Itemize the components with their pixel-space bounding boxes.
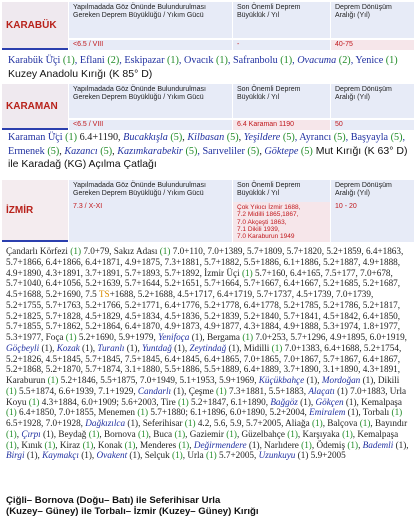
history-text: (1) [88,428,100,439]
history-text: Bağgöz [270,396,298,407]
history-text: , Konak [93,439,125,450]
history-text: (1) [159,246,171,256]
izmir-last-quakes [232,202,330,242]
location-text: (5) [298,145,313,157]
history-text: Göçbeyli [6,342,40,353]
fault-caption-line: (Kuzey– Güney) ile Torbalı– İzmir (Kuzey– Güney) Kırığı [6,505,259,517]
history-text: (1) [226,428,237,439]
karaman-last-quake: 6.4 Karaman 1190 [232,120,330,131]
history-text: (1) [241,267,253,278]
history-text: 5.2+1847, 6.1+1890, [188,396,271,407]
history-text: 5.7+160, 6.4+165, 7.5+177, 7.0+678, 5.7+1040, 6.4+1056, 5.2+1639, 5.7+1644, 5.2+1651, 5.7+1664, 5.7+1667, 6.4+1667, 5.2+1685, 5.2+1687, 4.5+1688, 5.2+1690, 7.5 [6,267,401,299]
header-last-quake: Son Önemli Deprem Büyüklük / Yıl [232,2,330,38]
history-text: (1) [347,439,359,450]
history-text: (1) [6,407,17,418]
location-text: (1) [280,55,293,66]
location-text: , [59,145,65,157]
location-text: (5) [390,132,403,143]
header-magnitude: Yapılmadada Göz Önünde Bulundurulması Gereken Deprem Büyüklüğü / Yıkım Gücü [68,2,232,38]
location-text: , Başyayla [345,132,391,143]
izmir-quake-line: 7.2 Midilli 1865,1867, [237,211,299,219]
history-text: Dağkızılca [85,418,126,428]
history-text: , Karşıyaka [297,428,343,439]
history-text: Çırpı [21,428,41,439]
history-text: , Ödemiş [311,439,348,450]
history-text: TS [98,289,110,299]
karabuk-table [2,2,414,50]
history-text: (1), [24,450,43,461]
history-text: Candarlı [137,385,172,396]
location-text: (5) [97,145,113,157]
history-text: (1) [6,439,17,450]
location-text: , Sarıveliler [197,145,248,157]
history-text: (1) [242,332,254,342]
location-text: , Safranbolu [227,55,281,66]
history-text: (1), [304,375,322,385]
history-text: (1), Torbalı [345,407,392,418]
history-text: (1) [65,332,77,342]
location-text: Kazancı [64,145,98,157]
izmir-fault-caption [6,496,412,517]
location-text: (1) [385,55,398,66]
location-text: (5) [247,145,260,157]
history-text: +1688, 5.2+1688, 4.5+1717, 6.4+1719, 5.7+1737, 4.5+1739, 7.0+1739, 5.2+1755, 5.7+1763, 5.2+1766, 5.2+1771, 6.4+1776, 5.2+1778, 6.4+1778, 5.2+1785, 5.2+1786, 5.2+1817, 5.2+1825, 5.7+1828, 4.5+1829, 4.5+1834, 4.5+1836, 5.2+1839, 5.2+1840, 5.7+1841, 4.5+1842, 6.4+1850, 5.7+1855, 5.7+1862, 5.2+1864, 6.4+1870, 4.9+1873, 4.9+1877, 4.3+1884, 4.9+1888, 5.3+1974, 1.8+1977, 5.3+1977, Foça [6,289,401,342]
history-text: , Gaziemir [185,428,227,439]
location-text: , Ermenek [8,132,406,157]
location-text: Bucakkışla [123,132,168,143]
history-text: , Balçova [322,418,360,428]
location-text: Karabük Ü̈çi [8,55,63,66]
location-text: (1) [215,55,228,66]
location-text: , Ovacık [178,55,216,66]
history-text: 5.7+1880; 6.1+1896, 6.0+1890, 5.2+2004, [148,407,310,418]
location-text: Göktepe [264,145,299,157]
history-text: (1) [82,439,94,450]
karabuk-last-quake: - [232,40,330,51]
location-text: (5) [47,145,60,157]
history-text: (1) 7.0+1883, Urla Koyu [6,385,407,407]
history-text: Uzunkuyu [258,450,296,461]
karabuk-magnitude: <6.5 / VIII [68,40,232,51]
izmir-earthquake-history [6,246,412,461]
history-text: (1) [174,428,186,439]
history-text: (1) [47,375,59,385]
history-text: (1) [342,428,353,439]
location-text: , Ayrancı [294,132,334,143]
history-text: Yenifoça [158,332,190,342]
history-text: , Urla [182,450,206,461]
history-text: (1) [137,428,149,439]
history-text: , [16,428,22,439]
history-text: (1) [184,418,196,428]
header-interval: Deprem Dönüşüm Aralığı (Yıl) [330,180,414,202]
history-text: (1), [171,342,190,353]
location-text: (5) [182,145,198,157]
history-text: (1) [287,428,298,439]
history-text: (1), [297,396,316,407]
history-text: , Buca [148,428,175,439]
location-text: , [259,145,265,157]
history-text: Bademli [362,439,394,450]
history-text: (1), Midilli [226,342,272,353]
header-interval: Deprem Dönüşüm Aralığı (Yıl) [330,84,414,118]
history-text: Gökçen [315,396,344,407]
location-text: Yeşildere [243,132,281,143]
history-text: Turanlı [97,342,125,353]
history-text: (1), [79,342,98,353]
history-text: , [358,439,363,450]
history-text: (1), Seferihisar [125,418,185,428]
location-text: (1) [62,55,75,66]
location-text: Kilbasan [187,132,225,143]
history-text: , Kiraz [55,439,83,450]
history-text: Emiralem [309,407,346,418]
history-text: (1) [6,428,17,439]
location-text: , Yenice [350,55,386,66]
history-text: (1), Selçuk [127,450,173,461]
karaman-table [2,84,414,130]
history-text: , Bornova [99,428,138,439]
history-text: (1), Bergama [189,332,243,342]
location-text: 6.4+1190, [77,132,124,143]
izmir-table [2,180,414,242]
city-name-karabuk: KARABÜK [2,2,68,50]
location-text: Kazımkarabekir [117,145,183,157]
history-text: Yuntdağ [142,342,172,353]
city-name-karaman: KARAMAN [2,84,68,130]
location-text: (2) [107,55,120,66]
karaman-magnitude: <6.5 / VIII [68,120,232,131]
history-text: , [189,439,194,450]
history-text: (1) [44,439,56,450]
history-text: 6.4+1850, 7.0+1855, Menemen [16,407,138,418]
location-text: (5) [333,132,346,143]
location-text: , [112,145,118,157]
izmir-magnitude: 7.3 / X-XI [68,202,232,242]
history-text: (1) [70,246,82,256]
izmir-quake-line: Çok Yıkıcı İzmir 1688, [237,204,301,211]
city-name-izmir: İZMİR [2,180,68,242]
history-text: (1) [172,450,183,461]
location-text: , Eskipazar [119,55,168,66]
karaman-locations [8,132,412,172]
header-interval: Deprem Dönüşüm Aralığı (Yıl) [330,2,414,38]
history-text: (1) [137,407,149,418]
history-text: (1) [28,396,40,407]
history-text: (1), [39,342,57,353]
history-text: 5.7+2005, [216,450,259,461]
izmir-quake-line: 7.0 Karaburun 1949 [237,233,295,241]
history-text: 7.3+1881, 5.5+1883, [226,385,309,396]
history-text: (1) [205,450,217,461]
history-text: (1) [178,439,190,450]
fault-caption-line: Çiğli– Bornova (Doğu– Batı) ile Seferihisar Urla [6,495,221,506]
karaman-interval: 50 [330,120,414,131]
history-text: 7.0+1383, 6.4+1688, 5.2+1754, 5.2+1826, 4.5+1845, 5.7+1845, 7.5+1845, 6.4+1845, 6.4+1865, 7.0+1865, 7.0+1867, 5.7+1867, 6.4+1867, 5.2+1868, 5.2+1870, 5.7+1874, 3.1+1880, 5.5+1886, 5.5+1889, 6.4+1889, 3.7+1890, 3.1+1890, 4.3+1891, Karaburun [6,342,402,385]
history-text: (1), [393,439,409,450]
history-text: (1) [178,396,189,407]
history-text: 7.0+110, 7.0+1389, 5.7+1809, 5.7+1820, 5.2+1859, 6.4+1863, 5.7+1866, 6.4+1866, 6.4+1871, 4.9+1875, 7.3+1881, 5.7+1882, 5.5+1886, 6.1+1886, 5.2+1887, 4.9+1888, 4.9+1890, 4.3+1891, 3.7+1891, 5.7+1893, 5.7+1892, İzmir Üçi [6,246,404,278]
location-text: , [292,55,298,66]
history-text: Küçükbahçe [258,375,305,385]
history-text: 4.2, 5.6, 5.9, 5.7+2005, Aliağa [195,418,312,428]
header-magnitude: Yapılmadada Göz Önünde Bulundurulması Gereken Deprem Büyüklüğü / Yıkım Gücü [68,180,232,202]
izmir-interval: 10 - 20 [330,202,414,242]
history-text: 7.0+253, 5.7+1296, 4.9+1895, 6.0+1919, [253,332,407,342]
history-text: Birgi [6,450,25,461]
location-text: (1) [65,132,78,143]
location-text: Ovacuma [297,55,337,66]
history-text: (1), Kemalpaşa [343,396,402,407]
history-text: Kozak [56,342,80,353]
location-text: Karaman Ü̈çi [8,132,66,143]
history-text: Çandarlı Körfezi [6,246,71,256]
izmir-quake-line: 7.1 Dikili 1939, [237,225,280,233]
header-last-quake: Son Önemli Deprem Büyüklük / Yıl [232,84,330,118]
history-text: Kaymakçı [42,450,79,461]
history-text: (1), Çeşme [171,385,217,396]
history-text: 5.2+1690, 5.9+1979, [76,332,159,342]
history-text: (1) [6,385,17,396]
history-text: Alaçatı [308,385,335,396]
history-text: (1), [78,450,97,461]
header-last-quake: Son Önemli Deprem Büyüklük / Yıl [232,180,330,202]
history-text: (1) [359,418,371,428]
history-text: , Bayındır [370,418,408,428]
location-text: , [238,132,244,143]
history-text: (1) [124,439,136,450]
history-text: (1) [311,418,323,428]
history-text: 5.2+1846, 5.5+1875, 7.0+1949, 5.1+1953, 5.9+1969, [58,375,259,385]
history-text: (1) [301,439,312,450]
history-text: Zeytindağ [189,342,227,353]
karabuk-fault-caption: Kuzey Anadolu Kırığı (K 85° D) [8,67,153,80]
history-text: (1) [391,407,403,418]
history-text: (1), [124,342,143,353]
izmir-quake-line: 7.0 Akçeşti 1863, [237,218,287,226]
karabuk-locations [8,54,412,81]
location-text: (5) [167,132,183,143]
history-text: , Kınık [16,439,45,450]
history-text: 6.5+1928, 7.0+1928, [6,418,86,428]
history-text: (1) [216,385,227,396]
location-text: (1) [167,55,179,66]
history-text: 4.3+1884, 6.0+1909; 5.6+2003, Tire [39,396,179,407]
history-text: , Kemalpaşa [352,428,399,439]
history-text: 7.0+79, Sakız Adası [81,246,160,256]
history-text: (1), Dikili [360,375,400,385]
history-text: (1) 5.9+2005 [295,450,346,461]
location-text: , [182,132,188,143]
history-text: , Güzelbahçe [236,428,288,439]
header-magnitude: Yapılmadada Göz Önünde Bulundurulması Gereken Deprem Büyüklüğü / Yıkım Gücü [68,84,232,118]
history-text: Mordoğan [321,375,361,385]
history-text: (1) [271,342,283,353]
history-text: Değirmendere [193,439,247,450]
karaman-fault-caption: Mut Kırığı (K 63° D) ile Karadağ (KG) Açılma Çatlağı [8,144,408,170]
location-text: (5) [224,132,239,143]
history-text: Ovakent [96,450,128,461]
history-text: , Menderes [135,439,179,450]
history-text: (1), Narlıdere [246,439,302,450]
history-text: 5.5+1874, 6.6+1939, 7.1+1929, [16,385,138,396]
location-text: (5) [280,132,295,143]
location-text: , Eflani [74,55,108,66]
karabuk-interval: 40-75 [330,40,414,51]
history-text: (1), Beydağ [40,428,89,439]
location-text: (2) [336,55,351,66]
